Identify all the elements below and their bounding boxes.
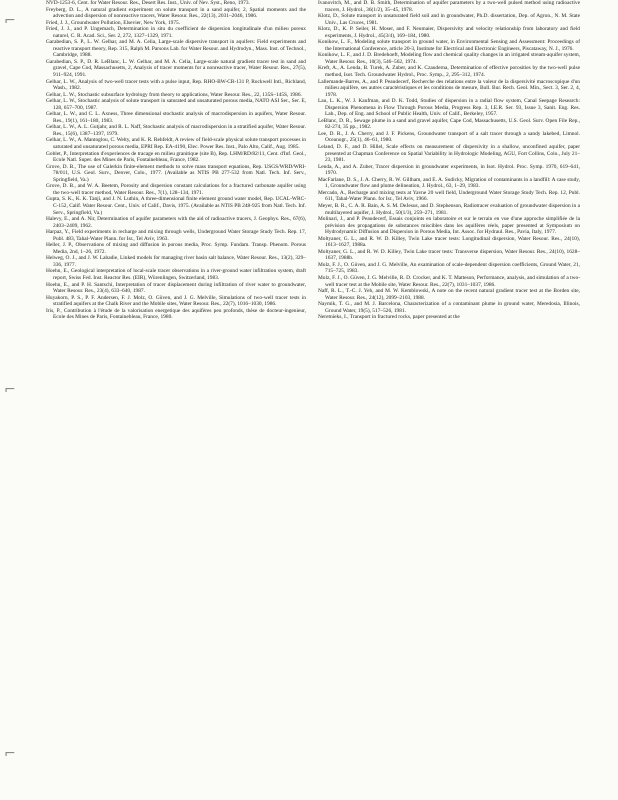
reference-entry: Gelhar, L. W., and C. L. Axness, Three dimensional stochastic analysis of macrodispersion in aquifers, Water Resour. Res., 19(1), 161–180, 1983.: [46, 111, 306, 124]
reference-entry: Garabedian, S. P., L. W. Gelhar, and M. A. Celia, Large-scale dispersive transport in aquifers: Field experiments and reactive transport theory, Rep. 315, Ralph M. Parsons Lab. for Water Resour. and Hydrodyn., Mass. Inst. of Technol., Cambridge, 1988.: [46, 39, 306, 59]
reference-entry: Neretnieks, I., Transport in fractured rocks, paper presented at the: [318, 314, 460, 321]
reference-entry: Gelhar, L. W., A. Mantoglou, C. Welty, and K. R. Rehfeldt, A review of field-scale physical solute transport processes in saturated and unsaturated porous media, EPRI Rep. EA-4190, Elec. Power Res. Inst., Palo Alto, Calif., Aug. 1985.: [46, 137, 306, 151]
reference-entry: Fried, J. J., and P. Ungemach, Determination in situ du coefficient de dispersion longitudinale d'un milieu poreux naturel, C. R. Acad. Sci., Ser. 2, 272, 1327–1329, 1971.: [46, 26, 306, 39]
reference-entry: Klotz, D., Solute transport in unsaturated field soil and in groundwater, Ph.D. dissertation, Dep. of Agron., N. M. State Univ., Las Cruces, 1981.: [318, 13, 580, 26]
reference-entry: Naymik, T. G., and M. J. Barcelona, Characterization of a contaminant plume in ground water, Meredosia, Illinois, Ground Water, 19(5), 517–526, 1981.: [318, 301, 580, 314]
corner-mark-icon: ⌐: [4, 13, 16, 29]
reference-entry: Moltyaner, G. L., and R. W. D. Killey, Twin Lake tracer tests: Longitudinal dispersion, Water Resour. Res., 24(10), 1613–1627, 1988a.: [318, 235, 580, 249]
reference-entry: LeBlanc, D. R., Sewage plume in a sand and gravel aquifer, Cape Cod, Massachusetts, U.S. Geol. Surv. Open File Rep., 82-274, 35 pp., 1982.: [318, 117, 580, 131]
reference-entry: Huyakorn, P. S., P. F. Andersen, F. J. Molz, O. Güven, and J. G. Melville, Simulations of two-well tracer tests in stratified aquifers at the Chalk River and the Mobile sites, Water Resour. Res., 22(7), 1016–1030, 1986.: [46, 294, 306, 308]
reference-entry: Grove, D. B., The use of Galerkin finite-element methods to solve mass transport equations, Rep. USGS/WRD/WRI-78/011, U.S. Geol. Surv., Denver, Colo., 1977. (Available as NTIS PB 277-532 from Natl. Tech. Inf. Serv., Springfield, Va.): [46, 163, 306, 183]
reference-entry: Harpaz, Y., Field experiments in recharge and mixing through wells, Underground Water Storage Study Tech. Rep. 17, Publ. 483, Tahal-Water Plann. for Isr., Tel Aviv, 1963.: [46, 229, 306, 242]
reference-entry: Konikow, L. F., and J. D. Bredehoeft, Modeling flow and chemical quality changes in an irrigated stream-aquifer system, Water Resour. Res., 10(3), 546–562, 1974.: [318, 52, 580, 65]
reference-entry: Lenda, A., and A. Zuber, Tracer dispersion in groundwater experiments, in Isot. Hydrol. Proc. Symp. 1970, 619–641, 1970.: [318, 163, 580, 177]
reference-entry: Goblet, P., Interpretation d'experiences de tracage en milieu granitique (site B), Rep. LHM/RD/82/11, Cent. d'Inf. Geol., Ecole Natl. Super. des Mines de Paris, Fontainebleau, France, 1982.: [46, 150, 306, 164]
reference-entry: Molz, F. J., O. Güven, J. G. Melville, R. D. Crocker, and K. T. Matteson, Performance, analysis, and simulation of a two-well tracer test at the Mobile site, Water Resour. Res., 22(7), 1031–1037, 1986.: [318, 274, 580, 288]
reference-entry: Gelhar, L. W., A. L. Gutjahr, and R. L. Naff, Stochastic analysis of macrodispersion in a stratified aquifer, Water Resour. Res., 15(6), 1387–1397, 1979.: [46, 124, 306, 137]
reference-entry: Gelhar, L. W., Stochastic subsurface hydrology from theory to applications, Water Resour. Res., 22, 135S–145S, 1986.: [46, 91, 302, 98]
corner-mark-icon: ⌐: [4, 746, 16, 762]
reference-entry: Kreft, A., A. Lenda, B. Turek, A. Zuber, and K. Czauderna, Determination of effective porosities by the two-well pulse method, Isot. Tech. Groundwater Hydrol., Proc. Symp., 2, 295–312, 1974.: [318, 65, 580, 79]
reference-entry: Konikow, L. F., Modeling solute transport in ground water, in Environmental Sensing and Assessment: Proceedings of the International Conference, article 20-3, Institute for Electrical and Electronic Engineers, Piscataway, N. J., 1976.: [318, 39, 580, 52]
reference-entry: Klotz, D., K. P. Seiler, H. Moser, and F. Neumaier, Dispersivity and velocity relationship from laboratory and field experiments, J. Hydrol., 45(3/4), 169–184, 1980.: [318, 26, 580, 39]
reference-entry: Hoehn, E., and P. H. Santschi, Interpretation of tracer displacement during infiltration of river water to groundwater, Water Resour. Res., 23(4), 633–640, 1987.: [46, 281, 306, 295]
reference-entry: Ivanovitch, M., and D. B. Smith, Determination of aquifer parameters by a two-well pulsed method using radioactive tracers, J. Hydrol., 36(1/2), 35–45, 1978.: [318, 0, 580, 13]
reference-entry: Molinari, J., and P. Peaudecerf, Essais conjoints en laboratoire et sur le terrain en vue d'une approche simplifiée de la prévision des propagations de substances miscibles dans les aquifères réels, paper presented at Symposium on Hydrodynamic Diffusion and Dispersion in Porous Media, Int. Assoc. for Hydraul. Res., Pavia, Italy, 1977.: [318, 216, 580, 236]
reference-entry: NVD-1253-6, Cent. for Water Resour. Res., Desert Res. Inst., Univ. of Nev. Syst., Reno, 1973.: [46, 0, 250, 6]
reference-entry: Halevy, E., and A. Nir, Determination of aquifer parameters with the aid of radioactive tracers, J. Geophys. Res., 67(6), 2403–2409, 1962.: [46, 216, 306, 229]
reference-entry: Moltyaner, G. L., and R. W. D. Killey, Twin Lake tracer tests: Transverse dispersion, Water Resour. Res., 24(10), 1628–1637, 1988b.: [318, 248, 580, 262]
reference-entry: MacFarlane, D. S., J. A. Cherry, R. W. Gillham, and E. A. Sudicky, Migration of contaminants in a landfill: A case study, 1, Groundwater flow and plume delineation, J. Hydrol., 63, 1–29, 1983.: [318, 176, 580, 190]
reference-entry: Lee, D. R., J. A. Cherry, and J. F. Pickens, Groundwater transport of a salt tracer through a sandy lakebed, Limnol. Oceanogr., 25(1), 46–61, 1980.: [318, 130, 580, 144]
reference-entry: Gelhar, L. W., Analysis of two-well tracer tests with a pulse input, Rep. RHO-BW-CR-131 P, Rockwell Intl., Richland, Wash., 1982.: [46, 78, 306, 92]
reference-entry: Lallemande-Barres, A., and P. Peaudecerf, Recherche des relations entre la valeur de la dispersivité macroscopique d'un milieu aquifère, ses autres caractéristiques et les conditions de mesure, Bull. Bur. Rech. Geol. Min., Sect. 3, Ser. 2, 4, 1978.: [318, 78, 580, 98]
reference-entry: Freyberg, D. L., A natural gradient experiment on solute transport in a sand aquifer, 2, Spatial moments and the advection and dispersion of nonreactive tracers, Water Resour. Res., 22(13), 2031–2046, 1986.: [46, 6, 306, 20]
reference-entry: Iris, P., Contribution à l'étude de la valorisation energetique des aquifères peu profonds, thèse de docteur-ingenieur, Ecole des Mines de Paris, Fontainebleau, France, 1980.: [46, 307, 306, 321]
reference-entry: Gelhar, L. W., Stochastic analysis of solute transport in saturated and unsaturated porous media, NATO ASI Ser., Ser. E, 128, 657–700, 1987.: [46, 98, 306, 111]
reference-entry: Mercado, A., Recharge and mixing tests at Yavne 20 well field, Underground Water Storage Study Tech. Rep. 12, Publ. 611, Tahal-Water Plann. for Isr., Tel Aviv, 1966.: [318, 189, 580, 203]
reference-entry: Helweg, O. J., and J. W. Labadie, Linked models for managing river basin salt balance, Water Resour. Res., 13(2), 329–336, 1977.: [46, 255, 306, 268]
reference-entry: Molz, F. J., O. Güven, and J. G. Melville, An examination of scale-dependent dispersion coefficients, Ground Water, 21, 715–725, 1983.: [318, 261, 580, 275]
corner-mark-icon: ⌐: [4, 382, 16, 398]
reference-entry: Gupta, S. K., K. K. Tanji, and J. N. Luthin, A three-dimensional finite element ground water model, Rep. UCAL-WRC-C-152, Calif. Water Resour. Cent., Univ. of Calif., Davis, 1975. (Available as NTIS PB 248-925 from Natl. Tech. Inf. Serv., Springfield, Va.): [46, 196, 306, 216]
reference-entry: Garabedian, S. P., D. R. LeBlanc, L. W. Gelhar, and M. A. Celia, Large-scale natural gradient tracer test in sand and gravel, Cape Cod, Massachusetts, 2, Analysis of tracer moments for a nonreactive tracer, Water Resour. Res., 27(5), 911–924, 1991.: [46, 58, 306, 79]
reference-entry: Leland, D. F., and D. Hillel, Scale effects on measurement of dispersivity in a shallow, unconfined aquifer, paper presented at Chapman Conference on Spatial Variability in Hydrologic Modeling, AGU, Fort Collins, Colo., July 21–23, 1981.: [318, 144, 580, 164]
reference-entry: Lau, L. K., W. J. Kaufman, and D. K. Todd, Studies of dispersion in a radial flow system, Canal Seepage Research: Dispersion Phenomena in Flow Through Porous Media, Progress Rep. 3, I.E.R. Ser. 93, Issue 3, Sanit. Eng. Res. Lab., Dep. of Eng. and School of Public Health, Univ. of Calif., Berkeley, 1957.: [318, 98, 580, 118]
reference-entry: Heller, J. P., Observations of mixing and diffusion in porous media, Proc. Symp. Fundam. Transp. Phenom. Porous Media, 2nd, 1–26, 1972.: [46, 242, 306, 255]
reference-entry: Hoehn, E., Geological interpretation of local-scale tracer observations in a river-ground water infiltration system, draft report, Swiss Fed. Inst. Reactor Res. (EIR), Würenlingen, Switzerland, 1983.: [46, 268, 306, 281]
right-reference-column: [318, 0, 580, 321]
reference-entry: Meyer, B. R., C. A. R. Bain, A. S. M. DeJesus, and D. Stephenson, Radiotracer evaluation of groundwater dispersion in a multilayered aquifer, J. Hydrol., 50(1/3), 259–271, 1981.: [318, 202, 580, 216]
left-reference-column: [46, 0, 306, 321]
reference-entry: Grove, D. B., and W. A. Beetem, Porosity and dispersion constant calculations for a fractured carbonate aquifer using the two-well tracer method, Water Resour. Res., 7(1), 128–134, 1971.: [46, 183, 306, 196]
reference-entry: Fried, J. J., Groundwater Pollution, Elsevier, New York, 1975.: [46, 19, 181, 26]
reference-entry: Naff, R. L., T.-C. J. Yeh, and M. W. Kemblowski, A note on the recent natural gradient tracer test at the Borden site, Water Resour. Res., 24(12), 2099–2103, 1988.: [318, 288, 580, 301]
